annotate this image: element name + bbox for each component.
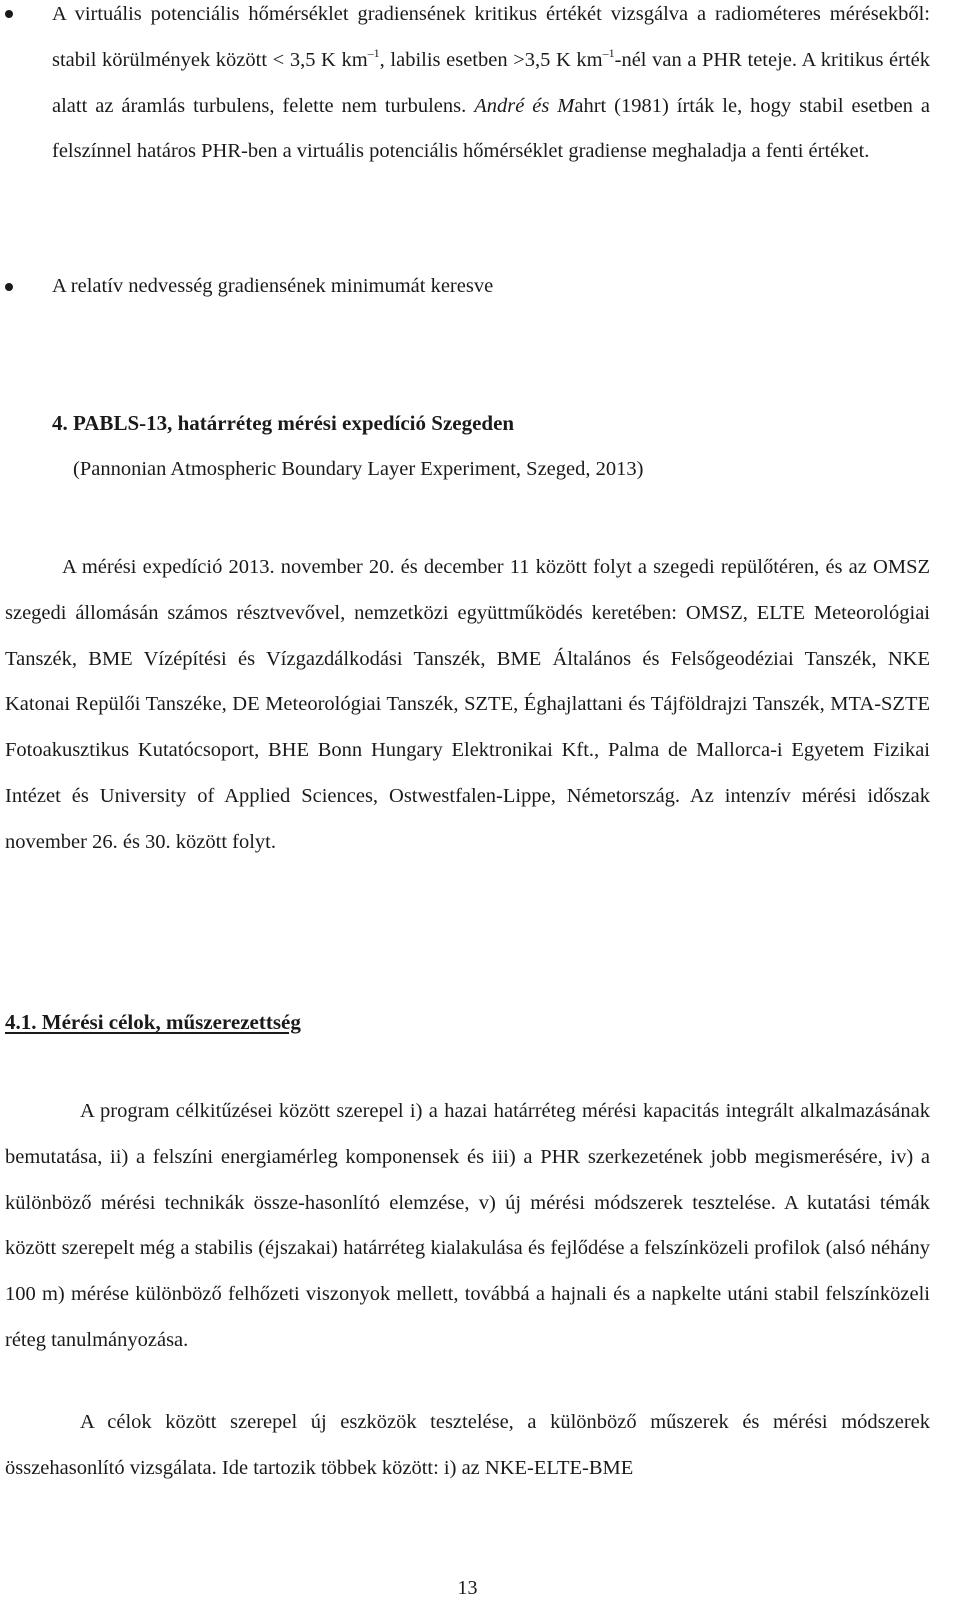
bullet-text: ahrt (1981) írták le, hogy stabil esetben a felszínnel határos PHR-ben a virtuális potenciális hőmérséklet gradiense meghaladja a fenti értéket. <box>52 94 930 163</box>
section-subtitle: (Pannonian Atmospheric Boundary Layer Experiment, Szeged, 2013) <box>73 458 644 480</box>
superscript: –1 <box>367 45 380 60</box>
section-heading: 4. PABLS-13, határréteg mérési expedíció Szegeden <box>52 411 515 435</box>
superscript: –1 <box>602 45 615 60</box>
bullet-text: A virtuális potenciális hőmérséklet gradiensének kritikus értékét vizsgálva a radiométeres mérésekből: stabil körülmények között < 3,5 K km <box>52 3 930 71</box>
bullet-item-2: A relatív nedvesség gradiensének minimumát keresve <box>52 275 494 297</box>
subsection-heading: 4.1. Mérési célok, műszerezettség <box>5 1010 301 1034</box>
bullet-marker <box>5 10 13 18</box>
page-number: 13 <box>457 1577 478 1599</box>
section-paragraph: A mérési expedíció 2013. november 20. és december 11 között folyt a szegedi repülőtéren, és az OMSZ szegedi állomásán számos résztvevővel, nemzetközi együttműködés keretében: OMSZ, ELTE Meteorológiai Tanszék, BME Vízépítési és Vízgazdálkodási Tanszék, BME Általános és Felsőgeodéziai Tanszék, NKE Katonai Repülői Tanszéke, DE Meteorológiai Tanszék, SZTE, Éghajlattani és Tájföldrajzi Tanszék, MTA-SZTE Fotoakusztikus Kutatócsoport, BHE Bonn Hungary Elektronikai Kft., Palma de Mallorca-i Egyetem Fizikai Intézet és University of Applied Sciences, Ostwestfalen-Lippe, Németország. Az intenzív mérési időszak november 26. és 30. között folyt. <box>5 556 930 853</box>
subsection-paragraph-1: A program célkitűzései között szerepel i) a hazai határréteg mérési kapacitás integrált alkalmazásának bemutatása, ii) a felszíni energiamérleg komponensek és iii) a PHR szerkezetének jobb megismerésére, iv) a különböző mérési technikák össze-hasonlító elemzése, v) új mérési módszerek tesztelése. A kutatási témák között szerepelt még a stabilis (éjszakai) határréteg kialakulása és fejlődése a felszínközeli profilok (alsó néhány 100 m) mérése különböző felhőzeti viszonyok mellett, továbbá a hajnali és a napkelte utáni stabil felszínközeli réteg tanulmányozása. <box>5 1100 930 1351</box>
bullet-text: , labilis esetben >3,5 K km <box>379 48 603 71</box>
subsection-paragraph-2: A célok között szerepel új eszközök tesztelése, a különböző műszerek és mérési módszerek összehasonlító vizsgálata. Ide tartozik többek között: i) az NKE-ELTE-BME <box>5 1411 930 1479</box>
bullet-text: -nél van a PHR teteje. A kritikus érték alatt az áramlás turbulens, felette nem turbulens. <box>52 48 931 117</box>
italic-citation: André és M <box>474 94 575 117</box>
bullet-marker <box>5 283 13 291</box>
bullet-item-1 <box>52 0 930 175</box>
